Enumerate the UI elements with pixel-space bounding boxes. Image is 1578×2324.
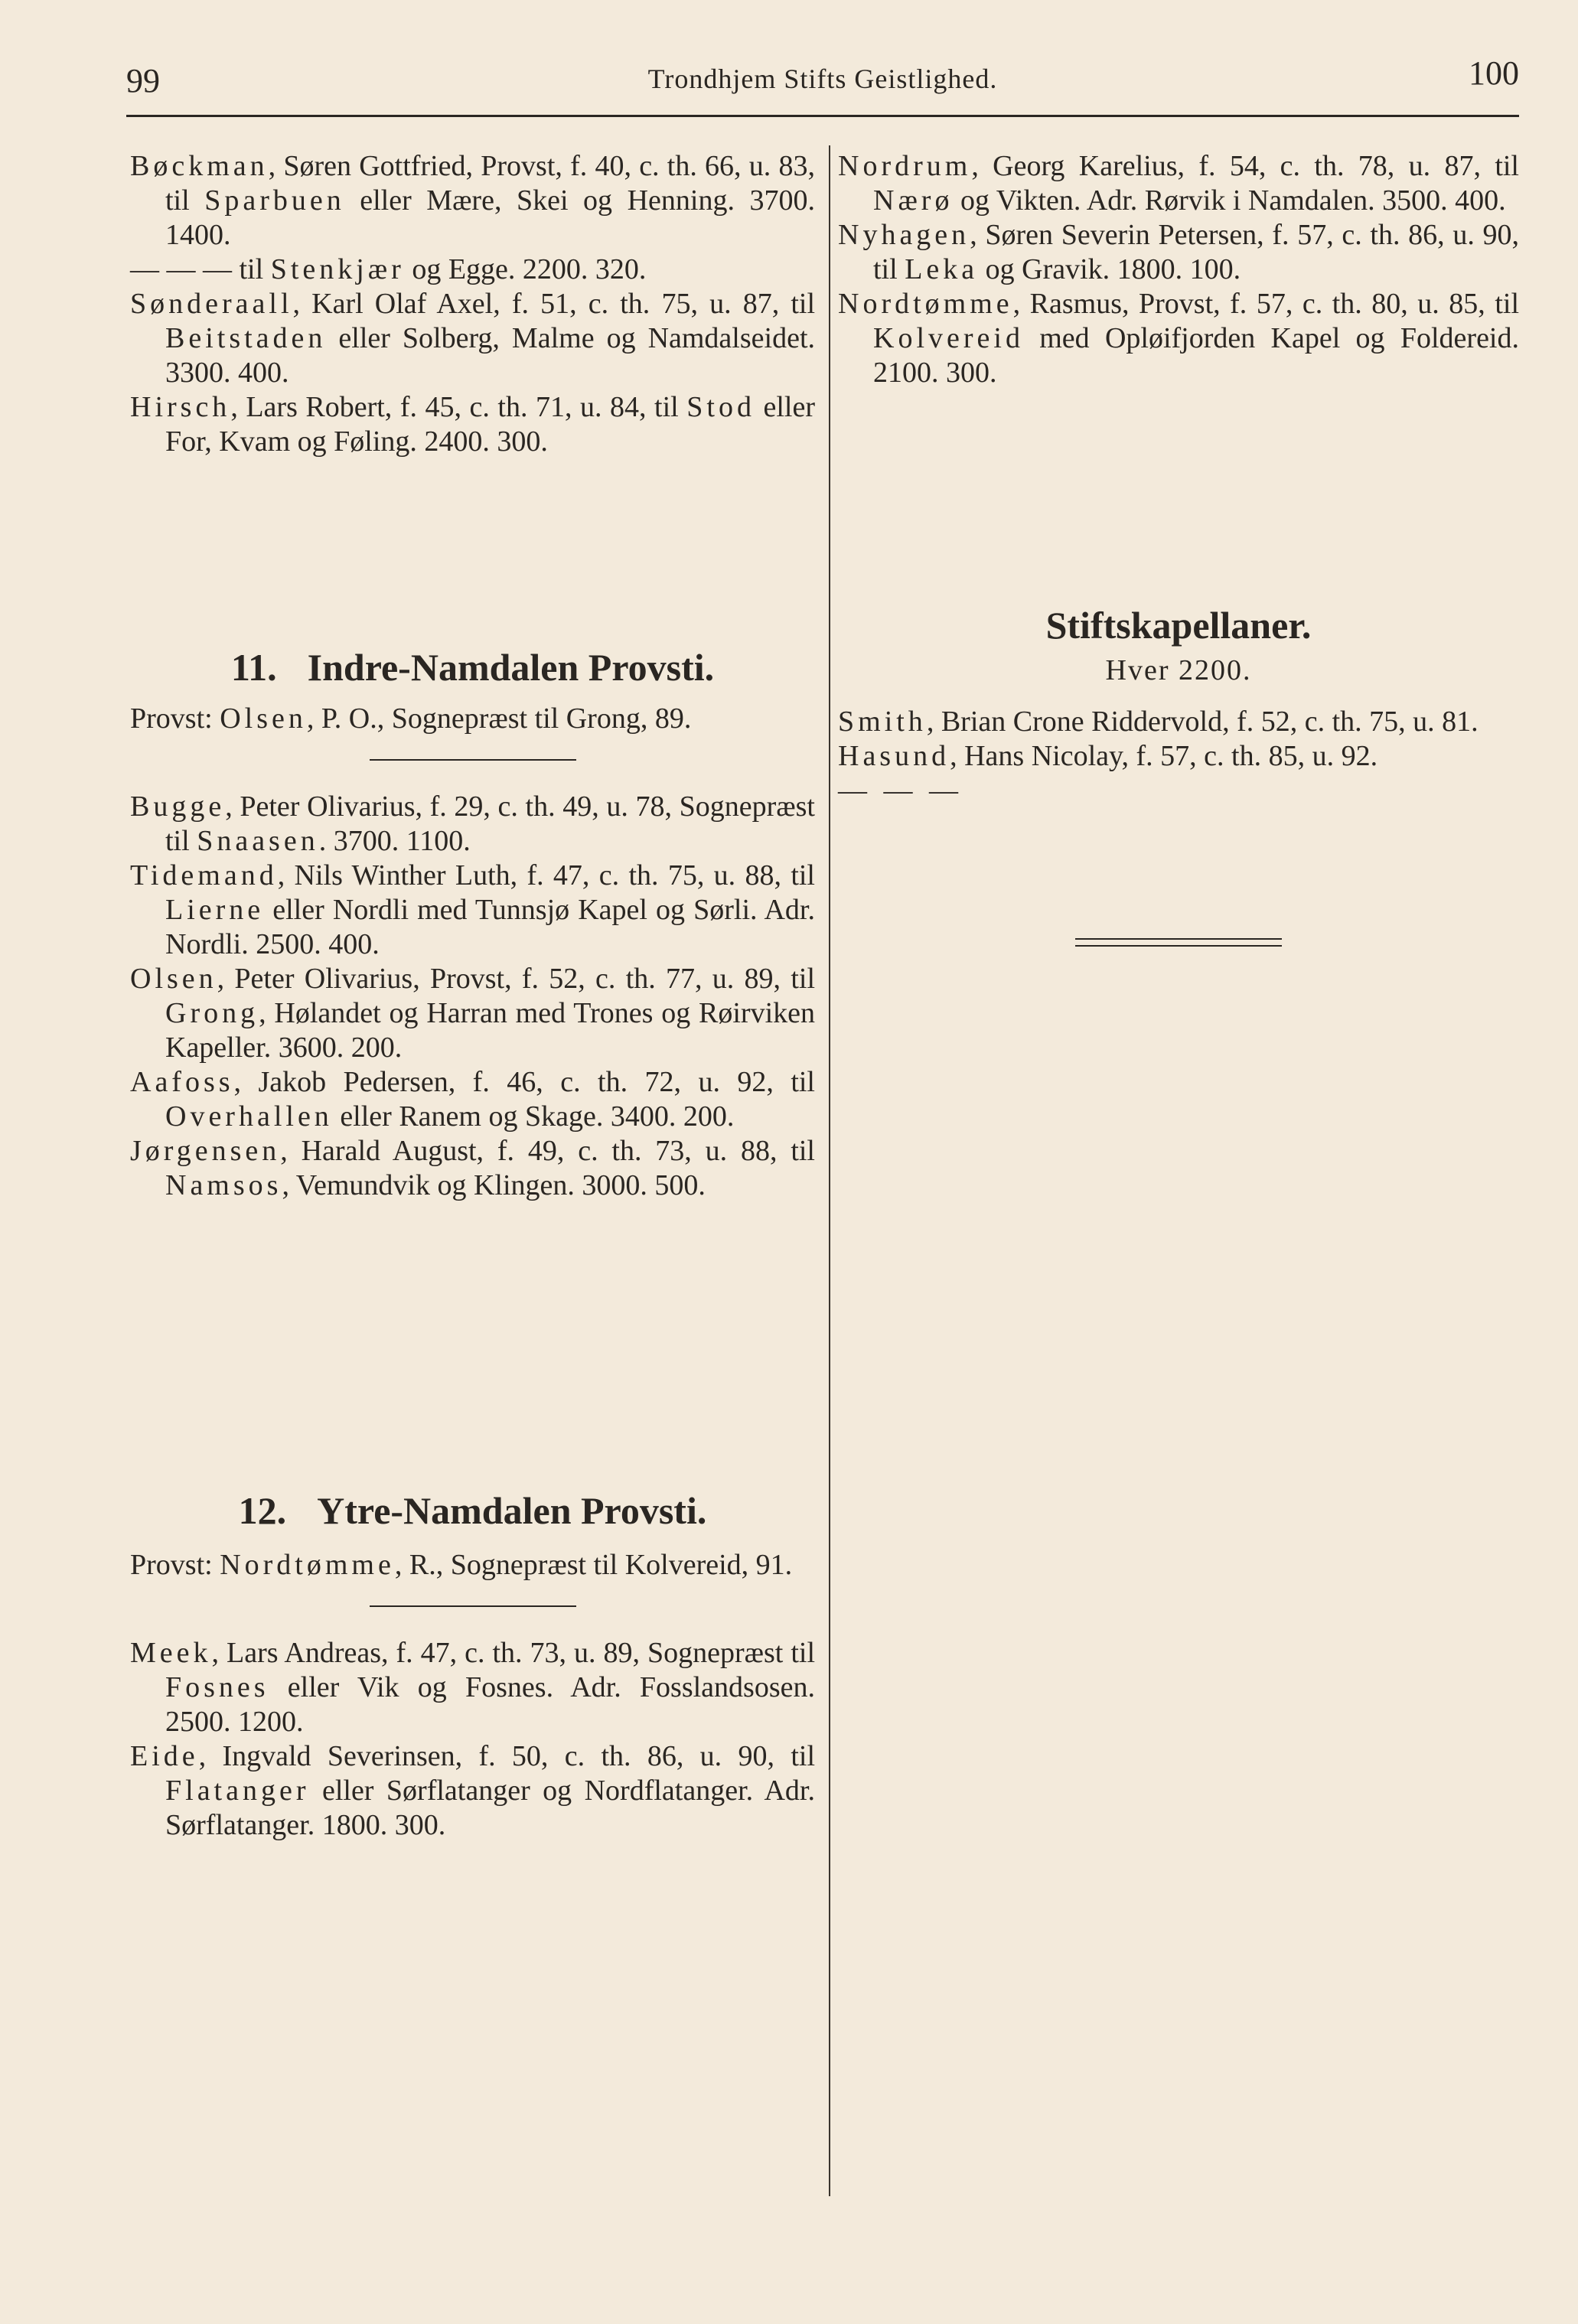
provst-label: Provst: <box>130 1549 213 1581</box>
section-heading-12 <box>130 1489 815 1532</box>
section-heading-11 <box>130 646 815 689</box>
entries-top-right <box>838 149 1519 390</box>
clergy-entry <box>130 1636 815 1739</box>
entry-parish: Nærø <box>873 184 954 217</box>
section-rule <box>370 759 576 761</box>
entry-name: Nyhagen <box>838 219 970 251</box>
running-title: Trondhjem Stifts Geistlighed. <box>647 64 998 94</box>
entry-parish: Stod <box>686 391 755 423</box>
section-heading-stiftskapellaner <box>838 604 1519 647</box>
entry-parish: Grong <box>165 997 259 1029</box>
entry-text: , Rasmus, Provst, f. 57, c. th. 80, u. 85, til <box>1012 288 1519 320</box>
provst-name: Nordtømme <box>220 1549 395 1581</box>
clergy-entry <box>130 1739 815 1843</box>
clergy-entry <box>130 149 815 253</box>
entry-parish: Stenkjær <box>270 253 405 285</box>
clergy-entry <box>130 1134 815 1203</box>
entry-tail: eller Sørflatanger og Nordflatanger. Adr. Sørflatanger. 1800. 300. <box>165 1775 815 1841</box>
entry-parish: Leka <box>905 253 979 285</box>
entry-tail: eller Nordli med Tunnsjø Kapel og Sørli. Adr. Nordli. 2500. 400. <box>165 894 815 960</box>
clergy-entry <box>838 218 1519 287</box>
entry-tail: . 3700. 1100. <box>318 825 471 857</box>
clergy-entry <box>130 790 815 859</box>
clergy-entry <box>130 253 815 287</box>
entry-parish: Beitstaden <box>165 322 327 354</box>
entry-name: Nordrum <box>838 150 972 182</box>
entry-name: Eide <box>130 1740 199 1772</box>
entry-text: , Lars Robert, f. 45, c. th. 71, u. 84, til <box>230 391 687 423</box>
entry-name: Aafoss <box>130 1066 234 1098</box>
right-column <box>838 149 1519 947</box>
left-column <box>130 149 815 1843</box>
entry-tail: eller Ranem og Skage. 3400. 200. <box>332 1100 735 1133</box>
clergy-entry <box>838 705 1519 739</box>
entry-text: — — — til <box>130 253 271 285</box>
section-rule <box>370 1605 576 1607</box>
entries-kapellaner <box>838 705 1519 808</box>
clergy-entry <box>130 859 815 962</box>
entry-parish: Flatanger <box>165 1775 310 1807</box>
entry-text: , Ingvald Severinsen, f. 50, c. th. 86, u. 90, til <box>198 1740 815 1772</box>
entry-tail: eller For, Kvam og Føling. 2400. 300. <box>165 391 815 458</box>
entry-name: Bugge <box>130 790 226 823</box>
column-divider <box>829 145 830 2196</box>
entry-text: , Harald August, f. 49, c. th. 73, u. 88, til <box>280 1135 815 1167</box>
entry-tail: og Vikten. Adr. Rørvik i Namdalen. 3500. 400. <box>953 184 1506 217</box>
entry-name: Smith <box>838 706 927 738</box>
entries-section-12 <box>130 1636 815 1843</box>
entry-text: , Hans Nicolay, f. 57, c. th. 85, u. 92. <box>950 740 1378 772</box>
entry-tail: eller Vik og Fosnes. Adr. Fosslandsosen. 2500. 1200. <box>165 1671 815 1738</box>
vacancy-dashes: — — — <box>838 774 963 807</box>
entry-text: , Brian Crone Riddervold, f. 52, c. th. 75, u. 81. <box>926 706 1479 738</box>
entry-tail: , Vemundvik og Klingen. 3000. 500. <box>282 1169 706 1201</box>
entry-parish: Lierne <box>165 894 265 926</box>
entry-parish: Fosnes <box>165 1671 269 1703</box>
page-header <box>126 46 1519 107</box>
entry-text: , Jakob Pedersen, f. 46, c. th. 72, u. 92, til <box>233 1066 815 1098</box>
entry-parish: Kolvereid <box>873 322 1024 354</box>
entry-parish: Namsos <box>165 1169 282 1201</box>
entry-tail: , Hølandet og Harran med Trones og Røirviken Kapeller. 3600. 200. <box>165 997 815 1064</box>
provst-line <box>130 702 815 736</box>
entry-name: Meek <box>130 1637 212 1669</box>
entry-tail: eller Mære, Skei og Henning. 3700. 1400. <box>165 184 815 251</box>
section-number: 11. <box>230 646 277 689</box>
clergy-entry <box>130 1065 815 1134</box>
entry-parish: Snaasen <box>197 825 319 857</box>
provst-label: Provst: <box>130 702 213 735</box>
entry-text: , Georg Karelius, f. 54, c. th. 78, u. 87, til <box>971 150 1519 182</box>
entry-tail: og Gravik. 1800. 100. <box>978 253 1241 285</box>
entry-text: , Peter Olivarius, Provst, f. 52, c. th. 77, u. 89, til <box>217 963 815 995</box>
entries-top-left <box>130 149 815 459</box>
provst-name: Olsen <box>220 702 307 735</box>
page-number-left: 99 <box>126 62 160 99</box>
section-title: Indre-Namdalen Provsti. <box>307 646 715 689</box>
clergy-entry <box>130 962 815 1065</box>
entry-text: , Nils Winther Luth, f. 47, c. th. 75, u. 88, til <box>277 859 815 891</box>
clergy-entry <box>130 287 815 390</box>
entry-name: Tidemand <box>130 859 278 891</box>
entry-name: Hirsch <box>130 391 231 423</box>
entry-name: Sønderaall <box>130 288 293 320</box>
header-rule <box>126 115 1519 117</box>
provst-text: , P. O., Sognepræst til Grong, 89. <box>306 702 692 735</box>
entry-text: , Søren Severin Petersen, f. 57, c. th. 86, u. 90, til <box>873 219 1519 285</box>
provst-text: , R., Sognepræst til Kolvereid, 91. <box>394 1549 793 1581</box>
clergy-entry <box>838 739 1519 774</box>
entry-text: , Karl Olaf Axel, f. 51, c. th. 75, u. 87, til <box>292 288 815 320</box>
section-number: 12. <box>238 1489 287 1532</box>
provst-line <box>130 1548 815 1582</box>
clergy-entry <box>838 287 1519 390</box>
entry-text: , Peter Olivarius, f. 29, c. th. 49, u. 78, Sognepræst til <box>165 790 815 857</box>
entry-name: Hasund <box>838 740 950 772</box>
end-double-rule <box>1075 938 1282 947</box>
entry-text: , Søren Gottfried, Provst, f. 40, c. th. 66, u. 83, til <box>165 150 815 217</box>
entry-parish: Sparbuen <box>204 184 345 217</box>
entry-tail: eller Solberg, Malme og Namdalseidet. 3300. 400. <box>165 322 815 389</box>
entry-name: Bøckman <box>130 150 269 182</box>
clergy-entry <box>130 390 815 459</box>
entry-tail: og Egge. 2200. 320. <box>404 253 647 285</box>
entries-section-11 <box>130 790 815 1203</box>
entry-text: , Lars Andreas, f. 47, c. th. 73, u. 89, Sognepræst til <box>211 1637 815 1669</box>
entry-name: Olsen <box>130 963 217 995</box>
section-title: Stiftskapellaner. <box>1045 604 1312 647</box>
entry-name: Nordtømme <box>838 288 1013 320</box>
clergy-entry <box>838 149 1519 218</box>
salary-note: Hver 2200. <box>1105 654 1252 686</box>
page-number-right: 100 <box>1469 54 1519 92</box>
entry-parish: Overhallen <box>165 1100 333 1133</box>
entry-name: Jørgensen <box>130 1135 281 1167</box>
section-title: Ytre-Namdalen Provsti. <box>317 1489 707 1532</box>
entry-tail: med Opløifjorden Kapel og Foldereid. 2100. 300. <box>873 322 1519 389</box>
